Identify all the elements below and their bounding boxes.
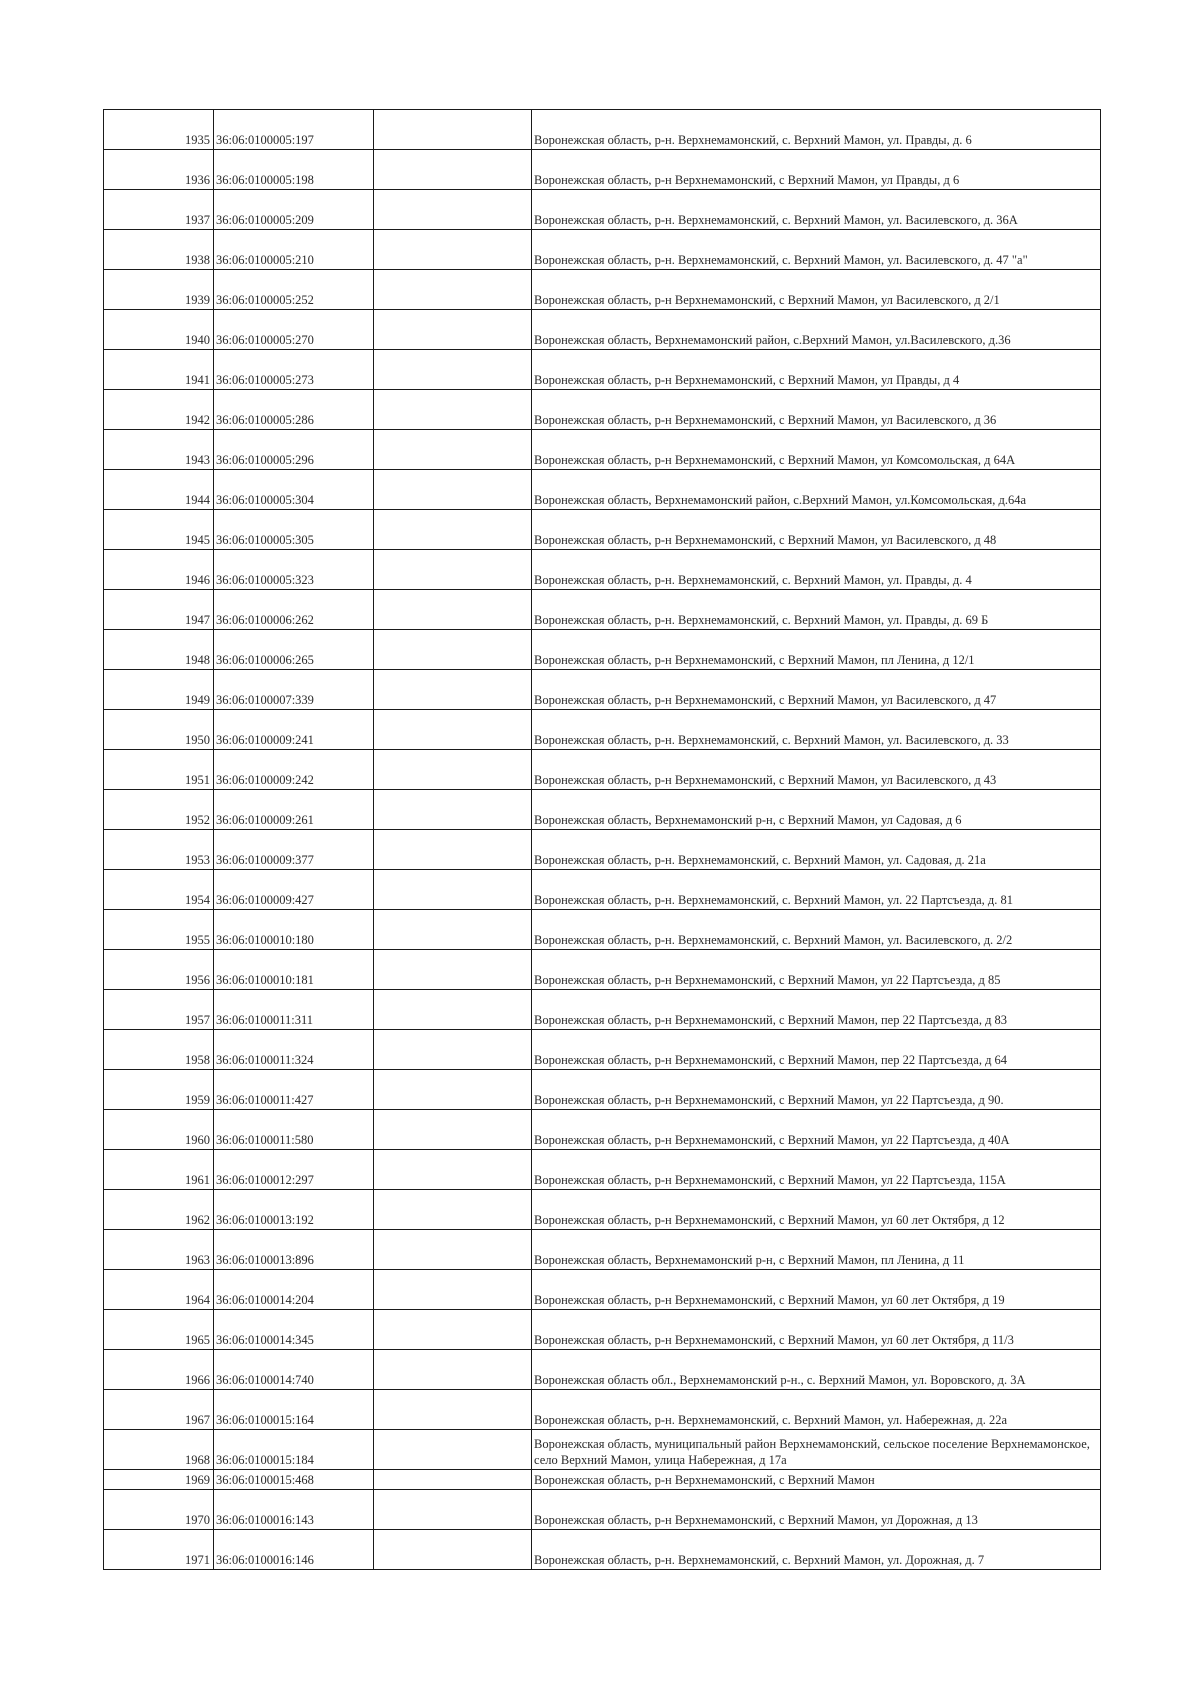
empty-cell [374, 710, 532, 750]
address-cell: Воронежская область, р-н Верхнемамонский, с Верхний Мамон, ул Василевского, д 43 [532, 750, 1101, 790]
address-cell: Воронежская область, р-н Верхнемамонский, с Верхний Мамон, пл Ленина, д 12/1 [532, 630, 1101, 670]
table-row [104, 230, 1101, 270]
address-cell: Воронежская область, Верхнемамонский р-н, с Верхний Мамон, ул Садовая, д 6 [532, 790, 1101, 830]
table-row [104, 630, 1101, 670]
cadastral-number-cell: 36:06:0100011:427 [214, 1070, 374, 1110]
table-row [104, 1530, 1101, 1570]
table-row [104, 550, 1101, 590]
row-number-cell: 1944 [104, 470, 214, 510]
table-row [104, 710, 1101, 750]
cadastral-number-cell: 36:06:0100005:286 [214, 390, 374, 430]
row-number-cell: 1947 [104, 590, 214, 630]
cadastral-number-cell: 36:06:0100005:209 [214, 190, 374, 230]
table-row [104, 1490, 1101, 1530]
row-number-cell: 1966 [104, 1350, 214, 1390]
address-cell: Воронежская область, р-н Верхнемамонский, с Верхний Мамон, пер 22 Партсъезда, д 83 [532, 990, 1101, 1030]
empty-cell [374, 1230, 532, 1270]
cadastral-number-cell: 36:06:0100005:305 [214, 510, 374, 550]
address-cell: Воронежская область, р-н. Верхнемамонский, с. Верхний Мамон, ул. Садовая, д. 21а [532, 830, 1101, 870]
row-number-cell: 1955 [104, 910, 214, 950]
empty-cell [374, 310, 532, 350]
row-number-cell: 1962 [104, 1190, 214, 1230]
table-row [104, 1310, 1101, 1350]
address-cell: Воронежская область, р-н Верхнемамонский, с Верхний Мамон, ул 22 Партсъезда, д 85 [532, 950, 1101, 990]
cadastral-number-cell: 36:06:0100014:740 [214, 1350, 374, 1390]
address-cell: Воронежская область, Верхнемамонский район, с.Верхний Мамон, ул.Василевского, д.36 [532, 310, 1101, 350]
address-cell: Воронежская область, р-н. Верхнемамонский, с. Верхний Мамон, ул. Правды, д. 6 [532, 110, 1101, 150]
empty-cell [374, 910, 532, 950]
cadastral-number-cell: 36:06:0100013:192 [214, 1190, 374, 1230]
table-row [104, 350, 1101, 390]
address-cell: Воронежская область, р-н Верхнемамонский, с Верхний Мамон, ул Василевского, д 2/1 [532, 270, 1101, 310]
row-number-cell: 1969 [104, 1470, 214, 1490]
empty-cell [374, 1190, 532, 1230]
table-row [104, 990, 1101, 1030]
row-number-cell: 1968 [104, 1430, 214, 1470]
cadastral-number-cell: 36:06:0100005:252 [214, 270, 374, 310]
table-row [104, 1430, 1101, 1470]
address-cell: Воронежская область, р-н Верхнемамонский, с Верхний Мамон, ул Правды, д 4 [532, 350, 1101, 390]
cadastral-number-cell: 36:06:0100005:304 [214, 470, 374, 510]
row-number-cell: 1952 [104, 790, 214, 830]
table-row [104, 1190, 1101, 1230]
empty-cell [374, 1470, 532, 1490]
address-cell: Воронежская область, Верхнемамонский район, с.Верхний Мамон, ул.Комсомольская, д.64а [532, 470, 1101, 510]
empty-cell [374, 550, 532, 590]
table-row [104, 1390, 1101, 1430]
cadastral-number-cell: 36:06:0100006:265 [214, 630, 374, 670]
empty-cell [374, 270, 532, 310]
table-row [104, 390, 1101, 430]
cadastral-number-cell: 36:06:0100010:180 [214, 910, 374, 950]
address-cell: Воронежская область, р-н Верхнемамонский, с Верхний Мамон [532, 1470, 1101, 1490]
empty-cell [374, 1490, 532, 1530]
cadastral-number-cell: 36:06:0100009:377 [214, 830, 374, 870]
table-row [104, 830, 1101, 870]
empty-cell [374, 190, 532, 230]
row-number-cell: 1964 [104, 1270, 214, 1310]
table-row [104, 870, 1101, 910]
cadastral-number-cell: 36:06:0100005:273 [214, 350, 374, 390]
cadastral-number-cell: 36:06:0100005:296 [214, 430, 374, 470]
cadastral-number-cell: 36:06:0100011:580 [214, 1110, 374, 1150]
address-cell: Воронежская область, р-н Верхнемамонский, с Верхний Мамон, ул 60 лет Октября, д 19 [532, 1270, 1101, 1310]
cadastral-number-cell: 36:06:0100009:242 [214, 750, 374, 790]
row-number-cell: 1956 [104, 950, 214, 990]
row-number-cell: 1965 [104, 1310, 214, 1350]
empty-cell [374, 630, 532, 670]
cadastral-number-cell: 36:06:0100016:143 [214, 1490, 374, 1530]
cadastral-number-cell: 36:06:0100009:241 [214, 710, 374, 750]
address-cell: Воронежская область, р-н Верхнемамонский, с Верхний Мамон, ул 60 лет Октября, д 11/3 [532, 1310, 1101, 1350]
address-cell: Воронежская область, р-н Верхнемамонский, с Верхний Мамон, ул Василевского, д 47 [532, 670, 1101, 710]
row-number-cell: 1967 [104, 1390, 214, 1430]
row-number-cell: 1940 [104, 310, 214, 350]
cadastral-number-cell: 36:06:0100009:261 [214, 790, 374, 830]
row-number-cell: 1960 [104, 1110, 214, 1150]
empty-cell [374, 670, 532, 710]
address-cell: Воронежская область, р-н. Верхнемамонский, с. Верхний Мамон, ул. Василевского, д. 47 "а" [532, 230, 1101, 270]
empty-cell [374, 1530, 532, 1570]
table-row [104, 1470, 1101, 1490]
table-row [104, 910, 1101, 950]
empty-cell [374, 430, 532, 470]
address-cell: Воронежская область, р-н. Верхнемамонский, с. Верхний Мамон, ул. 22 Партсъезда, д. 81 [532, 870, 1101, 910]
address-cell: Воронежская область обл., Верхнемамонский р-н., с. Верхний Мамон, ул. Воровского, д. 3А [532, 1350, 1101, 1390]
empty-cell [374, 590, 532, 630]
empty-cell [374, 390, 532, 430]
empty-cell [374, 350, 532, 390]
table-row [104, 510, 1101, 550]
table-row [104, 950, 1101, 990]
cadastral-number-cell: 36:06:0100005:323 [214, 550, 374, 590]
table-row [104, 110, 1101, 150]
table-row [104, 1230, 1101, 1270]
address-cell: Воронежская область, р-н Верхнемамонский, с Верхний Мамон, ул Василевского, д 36 [532, 390, 1101, 430]
address-cell: Воронежская область, р-н Верхнемамонский, с Верхний Мамон, ул Василевского, д 48 [532, 510, 1101, 550]
empty-cell [374, 1070, 532, 1110]
row-number-cell: 1971 [104, 1530, 214, 1570]
empty-cell [374, 1270, 532, 1310]
cadastral-number-cell: 36:06:0100005:197 [214, 110, 374, 150]
row-number-cell: 1945 [104, 510, 214, 550]
row-number-cell: 1949 [104, 670, 214, 710]
cadastral-number-cell: 36:06:0100015:468 [214, 1470, 374, 1490]
address-cell: Воронежская область, р-н Верхнемамонский, с Верхний Мамон, ул Дорожная, д 13 [532, 1490, 1101, 1530]
row-number-cell: 1948 [104, 630, 214, 670]
table-row [104, 310, 1101, 350]
cadastral-number-cell: 36:06:0100014:204 [214, 1270, 374, 1310]
row-number-cell: 1936 [104, 150, 214, 190]
address-cell: Воронежская область, р-н Верхнемамонский, с Верхний Мамон, ул Правды, д 6 [532, 150, 1101, 190]
address-cell: Воронежская область, р-н. Верхнемамонский, с. Верхний Мамон, ул. Правды, д. 4 [532, 550, 1101, 590]
table-row [104, 470, 1101, 510]
empty-cell [374, 1030, 532, 1070]
empty-cell [374, 1310, 532, 1350]
empty-cell [374, 230, 532, 270]
row-number-cell: 1937 [104, 190, 214, 230]
row-number-cell: 1950 [104, 710, 214, 750]
table-row [104, 270, 1101, 310]
table-row [104, 190, 1101, 230]
table-row [104, 750, 1101, 790]
row-number-cell: 1954 [104, 870, 214, 910]
address-cell: Воронежская область, р-н Верхнемамонский, с Верхний Мамон, ул Комсомольская, д 64А [532, 430, 1101, 470]
empty-cell [374, 790, 532, 830]
table-row [104, 590, 1101, 630]
cadastral-number-cell: 36:06:0100015:184 [214, 1430, 374, 1470]
empty-cell [374, 870, 532, 910]
table-row [104, 1150, 1101, 1190]
row-number-cell: 1953 [104, 830, 214, 870]
table-row [104, 790, 1101, 830]
row-number-cell: 1970 [104, 1490, 214, 1530]
address-cell: Воронежская область, р-н. Верхнемамонский, с. Верхний Мамон, ул. Василевского, д. 2/2 [532, 910, 1101, 950]
empty-cell [374, 510, 532, 550]
row-number-cell: 1957 [104, 990, 214, 1030]
row-number-cell: 1961 [104, 1150, 214, 1190]
address-cell: Воронежская область, р-н. Верхнемамонский, с. Верхний Мамон, ул. Дорожная, д. 7 [532, 1530, 1101, 1570]
empty-cell [374, 470, 532, 510]
row-number-cell: 1938 [104, 230, 214, 270]
row-number-cell: 1963 [104, 1230, 214, 1270]
land-plot-table [103, 109, 1101, 1570]
cadastral-number-cell: 36:06:0100006:262 [214, 590, 374, 630]
row-number-cell: 1959 [104, 1070, 214, 1110]
empty-cell [374, 1110, 532, 1150]
empty-cell [374, 1430, 532, 1470]
row-number-cell: 1943 [104, 430, 214, 470]
address-cell: Воронежская область, р-н Верхнемамонский, с Верхний Мамон, ул 22 Партсъезда, 115А [532, 1150, 1101, 1190]
row-number-cell: 1942 [104, 390, 214, 430]
row-number-cell: 1958 [104, 1030, 214, 1070]
table-row [104, 1270, 1101, 1310]
empty-cell [374, 150, 532, 190]
cadastral-number-cell: 36:06:0100012:297 [214, 1150, 374, 1190]
table-row [104, 1350, 1101, 1390]
cadastral-number-cell: 36:06:0100011:311 [214, 990, 374, 1030]
address-cell: Воронежская область, Верхнемамонский р-н, с Верхний Мамон, пл Ленина, д 11 [532, 1230, 1101, 1270]
table-row [104, 1110, 1101, 1150]
empty-cell [374, 1390, 532, 1430]
cadastral-number-cell: 36:06:0100011:324 [214, 1030, 374, 1070]
address-cell: Воронежская область, р-н Верхнемамонский, с Верхний Мамон, ул 22 Партсъезда, д 40А [532, 1110, 1101, 1150]
row-number-cell: 1951 [104, 750, 214, 790]
row-number-cell: 1935 [104, 110, 214, 150]
cadastral-number-cell: 36:06:0100015:164 [214, 1390, 374, 1430]
cadastral-number-cell: 36:06:0100005:198 [214, 150, 374, 190]
address-cell: Воронежская область, р-н. Верхнемамонский, с. Верхний Мамон, ул. Василевского, д. 36А [532, 190, 1101, 230]
address-cell: Воронежская область, р-н Верхнемамонский, с Верхний Мамон, ул 22 Партсъезда, д 90. [532, 1070, 1101, 1110]
cadastral-number-cell: 36:06:0100009:427 [214, 870, 374, 910]
cadastral-number-cell: 36:06:0100005:270 [214, 310, 374, 350]
table-body [104, 110, 1101, 1570]
row-number-cell: 1941 [104, 350, 214, 390]
cadastral-number-cell: 36:06:0100014:345 [214, 1310, 374, 1350]
table-row [104, 150, 1101, 190]
address-cell: Воронежская область, р-н Верхнемамонский, с Верхний Мамон, ул 60 лет Октября, д 12 [532, 1190, 1101, 1230]
address-cell: Воронежская область, р-н Верхнемамонский, с Верхний Мамон, пер 22 Партсъезда, д 64 [532, 1030, 1101, 1070]
address-cell: Воронежская область, р-н. Верхнемамонский, с. Верхний Мамон, ул. Правды, д. 69 Б [532, 590, 1101, 630]
table-row [104, 430, 1101, 470]
empty-cell [374, 750, 532, 790]
row-number-cell: 1946 [104, 550, 214, 590]
address-cell: Воронежская область, муниципальный район Верхнемамонский, сельское поселение Верхнемамонское, село Верхний Мамон, улица Набережная, д 17а [532, 1430, 1101, 1470]
cadastral-number-cell: 36:06:0100005:210 [214, 230, 374, 270]
table-row [104, 670, 1101, 710]
address-cell: Воронежская область, р-н. Верхнемамонский, с. Верхний Мамон, ул. Василевского, д. 33 [532, 710, 1101, 750]
cadastral-number-cell: 36:06:0100013:896 [214, 1230, 374, 1270]
row-number-cell: 1939 [104, 270, 214, 310]
cadastral-number-cell: 36:06:0100010:181 [214, 950, 374, 990]
empty-cell [374, 990, 532, 1030]
table-row [104, 1070, 1101, 1110]
table-row [104, 1030, 1101, 1070]
empty-cell [374, 1350, 532, 1390]
cadastral-number-cell: 36:06:0100016:146 [214, 1530, 374, 1570]
empty-cell [374, 1150, 532, 1190]
empty-cell [374, 110, 532, 150]
empty-cell [374, 830, 532, 870]
cadastral-number-cell: 36:06:0100007:339 [214, 670, 374, 710]
empty-cell [374, 950, 532, 990]
address-cell: Воронежская область, р-н. Верхнемамонский, с. Верхний Мамон, ул. Набережная, д. 22а [532, 1390, 1101, 1430]
